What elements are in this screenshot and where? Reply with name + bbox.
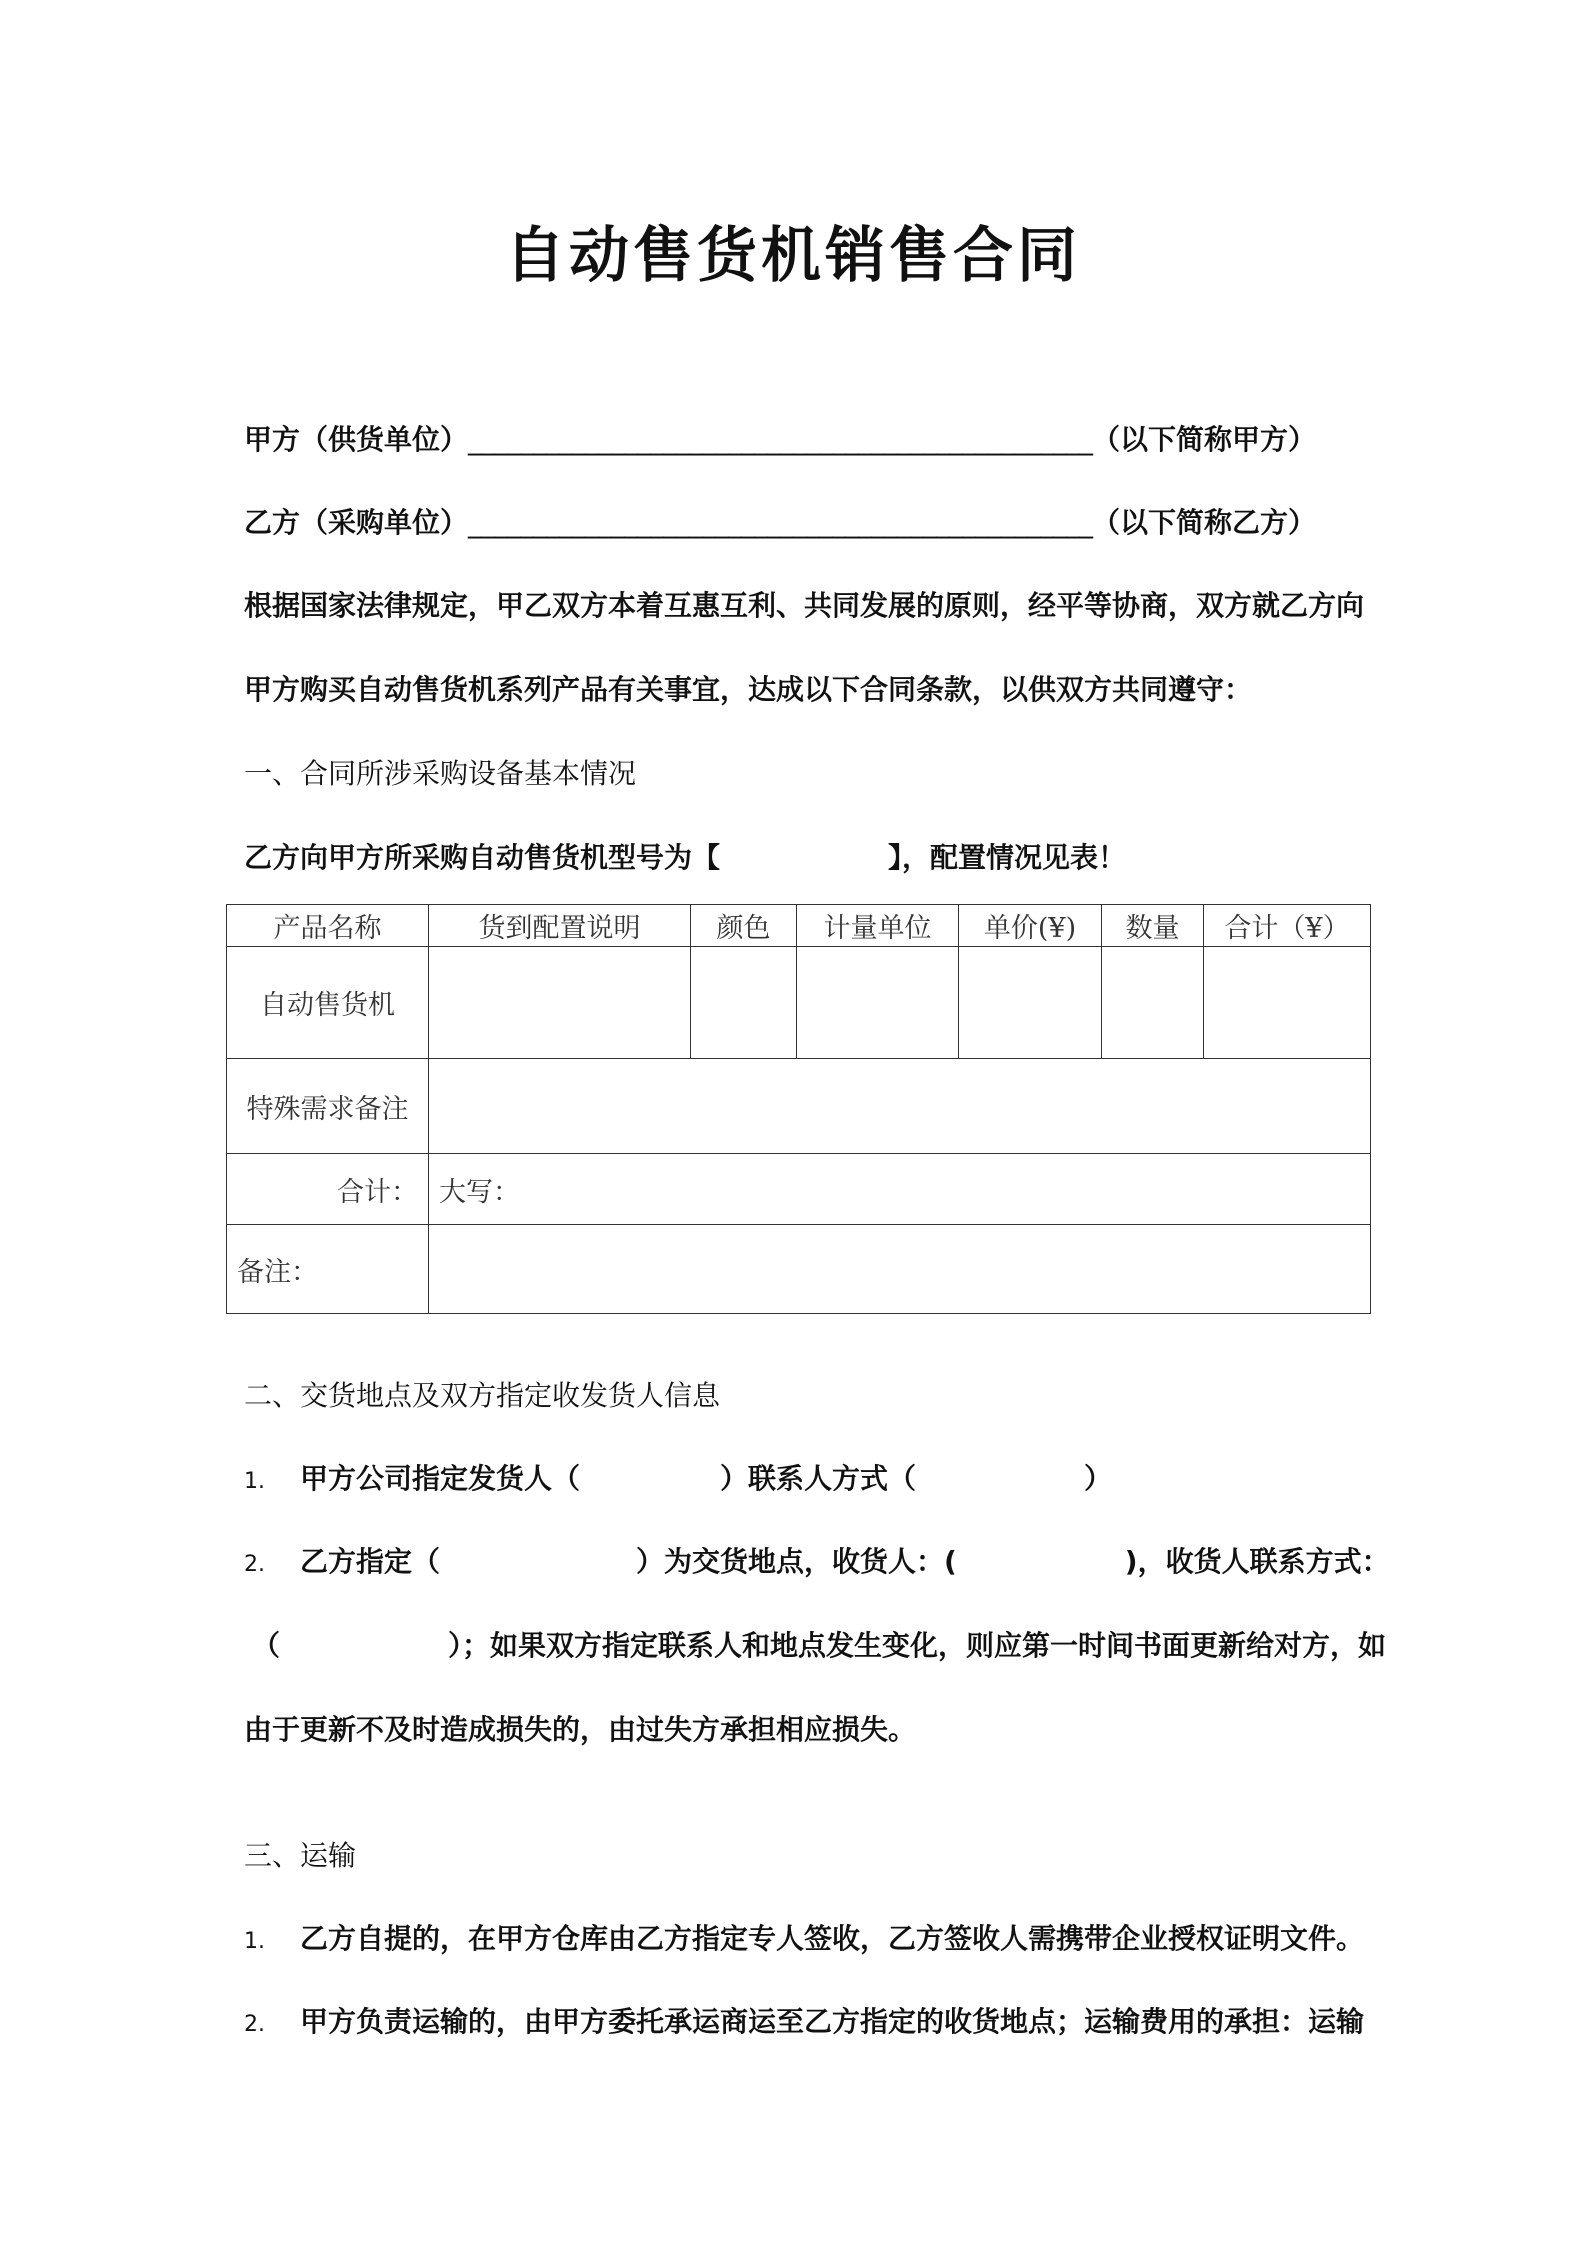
item-text: 甲方负责运输的，由甲方委托承运商运至乙方指定的收货地点；运输费用的承担：运输 (300, 2005, 1365, 2038)
remark-label: 备注： (227, 1225, 429, 1314)
item-number: 1. (244, 1929, 265, 1954)
section-3-heading: 三、运输 (244, 1839, 357, 1872)
section-2-item-2-cont-1: （ ）；如果双方指定联系人和地点发生变化，则应第一时间书面更新给对方，如 (252, 1629, 1387, 1662)
table-cell (959, 947, 1102, 1059)
section-2-item-2 (244, 1542, 1390, 1585)
section-3-item-2 (244, 2002, 1364, 2045)
table-cell (429, 947, 691, 1059)
party-b-line (244, 503, 1316, 543)
table-header-cell: 货到配置说明 (429, 905, 691, 947)
section-3-item-1 (244, 1919, 1364, 1962)
table-header-cell: 产品名称 (227, 905, 429, 947)
party-b-label: 乙方（采购单位） (244, 506, 469, 539)
section-1-heading: 一、合同所涉采购设备基本情况 (244, 757, 637, 790)
party-a-blank: ________________________________________________ (468, 423, 1093, 456)
product-name-cell: 自动售货机 (227, 947, 429, 1059)
section-2-item-1 (244, 1459, 1112, 1502)
party-b-blank: ________________________________________________ (468, 506, 1093, 539)
total-uppercase-value: 大写： (429, 1154, 1371, 1225)
table-header-row (227, 905, 1371, 947)
section-2-item-2-cont-2: 由于更新不及时造成损失的，由过失方承担相应损失。 (244, 1713, 917, 1746)
item-number: 1. (244, 1469, 265, 1494)
table-header-cell: 单价(¥) (959, 905, 1102, 947)
total-label: 合计： (227, 1154, 429, 1225)
table-cell (1204, 947, 1371, 1059)
item-number: 2. (244, 2012, 265, 2037)
table-row (227, 1225, 1371, 1314)
equipment-table (226, 904, 1371, 1314)
table-row (227, 947, 1371, 1059)
item-text: 乙方指定（ ）为交货地点，收货人：( )，收货人联系方式： (300, 1545, 1390, 1578)
item-number: 2. (244, 1552, 265, 1577)
table-header-cell: 计量单位 (797, 905, 959, 947)
table-row (227, 1059, 1371, 1154)
table-header-cell: 颜色 (691, 905, 797, 947)
item-text: 甲方公司指定发货人（ ）联系人方式（ ） (300, 1462, 1113, 1495)
intro-line-1: 根据国家法律规定，甲乙双方本着互惠互利、共同发展的原则，经平等协商，双方就乙方向 (244, 589, 1365, 622)
document-title: 自动售货机销售合同 (505, 221, 1081, 291)
party-a-suffix: （以下简称甲方） (1092, 423, 1317, 456)
party-a-line (244, 420, 1316, 460)
table-header-cell: 数量 (1102, 905, 1204, 947)
party-b-suffix: （以下简称乙方） (1092, 506, 1317, 539)
special-needs-value (429, 1059, 1371, 1154)
table-header-cell: 合计（¥） (1204, 905, 1371, 947)
remark-value (429, 1225, 1371, 1314)
intro-line-2: 甲方购买自动售货机系列产品有关事宜，达成以下合同条款，以供双方共同遵守： (244, 673, 1253, 706)
table-row (227, 1154, 1371, 1225)
item-text: 乙方自提的，在甲方仓库由乙方指定专人签收，乙方签收人需携带企业授权证明文件。 (300, 1922, 1365, 1955)
table-cell (797, 947, 959, 1059)
model-line: 乙方向甲方所采购自动售货机型号为【 】，配置情况见表！ (244, 841, 1127, 874)
section-2-heading: 二、交货地点及双方指定收发货人信息 (244, 1379, 721, 1412)
table-cell (1102, 947, 1204, 1059)
party-a-label: 甲方（供货单位） (244, 423, 469, 456)
special-needs-label: 特殊需求备注 (227, 1059, 429, 1154)
table-cell (691, 947, 797, 1059)
